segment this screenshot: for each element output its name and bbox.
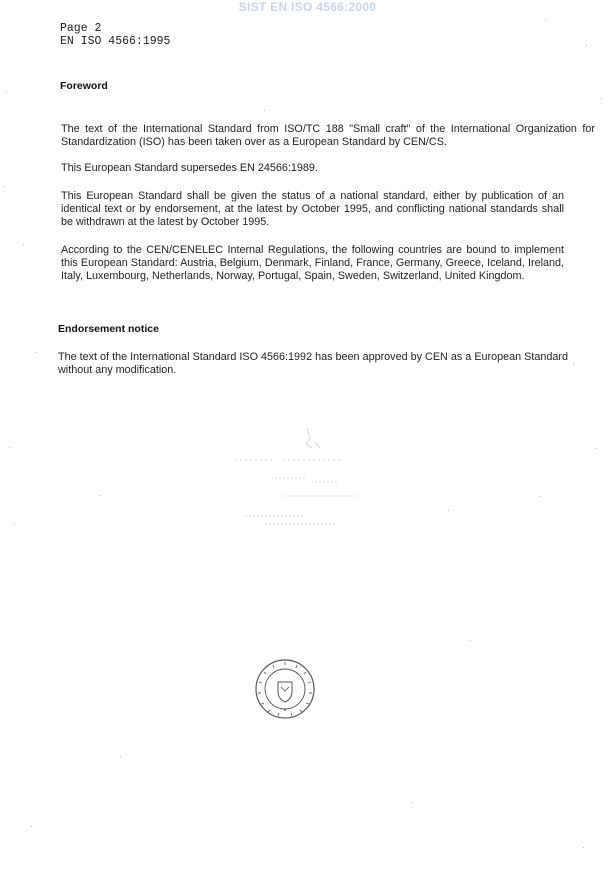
foreword-paragraph-3: This European Standard shall be given the status of a national standard, either by publication of an identical text or by endorsement, at the latest by October 1995, and conflicting national standards shall be withdrawn at the latest by October 1995.	[61, 190, 564, 229]
page-header	[60, 22, 170, 48]
seal-stamp	[254, 658, 316, 720]
document-id: EN ISO 4566:1995	[60, 35, 171, 48]
foreword-heading: Foreword	[60, 80, 108, 92]
watermark: SIST EN ISO 4566:2000	[238, 0, 377, 14]
foreword-paragraph-4: According to the CEN/CENELEC Internal Regulations, the following countries are bound to implement this European Standard: Austria, Belgium, Denmark, Finland, France, Germany, Greece, Iceland, Ireland, Italy, Luxembourg, Netherlands, Norway, Portugal, Spain, Sweden, Switzerland, United Kingdom.	[61, 244, 564, 283]
endorsement-heading: Endorsement notice	[58, 323, 159, 335]
foreword-paragraph-1: The text of the International Standard from ISO/TC 188 "Small craft" of the International Organization for Standardization (ISO) has been taken over as a European Standard by CEN/CS.	[61, 123, 595, 149]
endorsement-paragraph: The text of the International Standard ISO 4566:1992 has been approved by CEN as a European Standard without any modification.	[58, 351, 568, 377]
faint-scan-marks	[175, 420, 435, 540]
page-number: Page 2	[60, 22, 102, 35]
foreword-paragraph-2: This European Standard supersedes EN 24566:1989.	[61, 162, 318, 174]
